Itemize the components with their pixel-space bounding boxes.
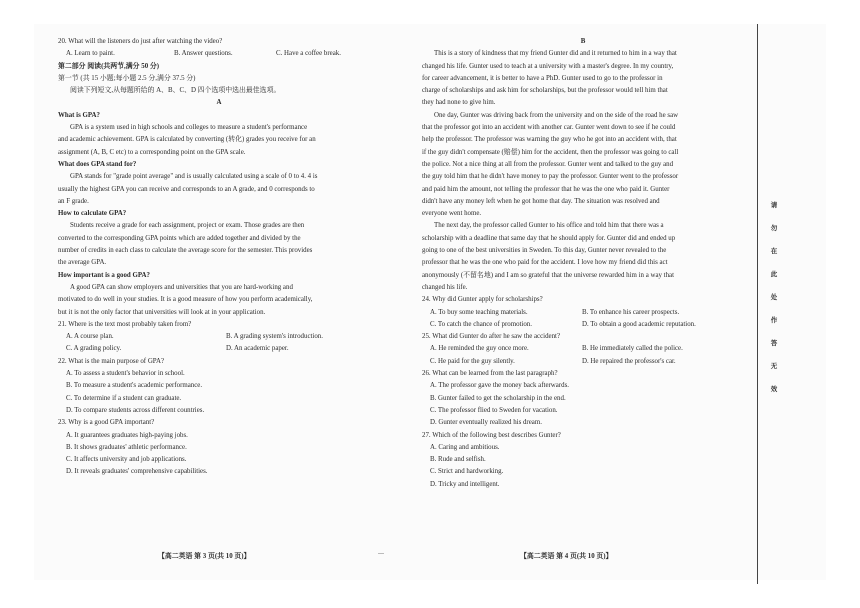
paragraph-line: if the guy didn't compensate (赔偿) him for the accident, then the professor was going to call — [422, 148, 679, 156]
paragraph-line: going to one of the best universities in Sweden. To this day, Gunter never revealed to the — [422, 247, 667, 255]
q21-option-c: C. A grading policy. — [66, 345, 122, 353]
q25-options-row1 — [422, 343, 744, 355]
q24-option-d: D. To obtain a good academic reputation. — [582, 320, 696, 328]
q25-stem: 25. What did Gunter do after he saw the accident? — [422, 333, 561, 341]
notice-char: 处 — [770, 294, 778, 301]
paragraph-line: scholarship with a deadline that same day that he should apply for. Gunter did and ended up — [422, 234, 676, 242]
notice-char: 无 — [770, 363, 778, 370]
paragraph-line: One day, Gunter was driving back from the university and on the side of the road he saw — [434, 111, 679, 119]
q24-options-row1 — [422, 307, 744, 319]
paragraph-line: charge of scholarships and ask him for scholarships, but the professor would tell him that — [422, 87, 668, 95]
paragraph-line: everyone went home. — [422, 210, 482, 218]
q27-option-b: B. Rude and selfish. — [430, 456, 486, 464]
q26-option-d: D. Gunter eventually realized his dream. — [430, 419, 542, 427]
paragraph-line: assignment (A, B, C etc) to a corresponding point on the GPA scale. — [58, 148, 246, 156]
q21-option-a: A. A course plan. — [66, 333, 114, 341]
q20-option-b: B. Answer questions. — [174, 50, 233, 58]
q21-options-row2 — [58, 343, 380, 355]
right-column — [422, 36, 744, 491]
q22-stem: 22. What is the main purpose of GPA? — [58, 357, 165, 365]
q24-option-a: A. To buy some teaching materials. — [430, 308, 528, 316]
q26-option-b: B. Gunter failed to get the scholarship in the end. — [430, 394, 566, 402]
q21-option-d: D. An academic paper. — [226, 345, 289, 353]
heading-what-is-gpa: What is GPA? — [58, 111, 100, 119]
q24-options-row2 — [422, 319, 744, 331]
paragraph-line: help the professor. The professor was warning the guy who he got into an accident with, that — [422, 136, 677, 144]
q23-option-c: C. It affects university and job applications. — [66, 456, 187, 464]
paragraph-line: A good GPA can show employers and universities that you are hard-working and — [70, 283, 293, 291]
left-page-footer: 【高二英语 第 3 页(共 10 页)】 — [158, 553, 251, 560]
right-page-footer: 【高二英语 第 4 页(共 10 页)】 — [520, 553, 613, 560]
notice-char: 作 — [770, 317, 778, 324]
paragraph-line: converted to the corresponding GPA points which are added together and divided by the — [58, 234, 301, 242]
q22-option-b: B. To measure a student's academic performance. — [66, 382, 203, 390]
q27-stem: 27. Which of the following best describes Gunter? — [422, 431, 561, 439]
q23-option-d: D. It reveals graduates' comprehensive capabilities. — [66, 468, 208, 476]
q22-option-d: D. To compare students across different countries. — [66, 406, 205, 414]
paragraph-line: that the professor got into an accident with another car. Gunter went down to see if he could — [422, 124, 676, 132]
no-answer-notice — [769, 200, 779, 407]
page-mark — [378, 553, 384, 554]
q25-option-d: D. He repaired the professor's car. — [582, 357, 676, 365]
q25-option-b: B. He immediately called the police. — [582, 345, 683, 353]
part-two-heading: 第二部分 阅读(共两节,满分 50 分) — [58, 62, 160, 70]
paragraph-line: they had none to give him. — [422, 99, 496, 107]
paragraph-line: GPA is a system used in high schools and colleges to measure a student's performance — [70, 124, 308, 132]
paragraph-line: and academic achievement. GPA is calculated by converting (转化) grades you receive for an — [58, 136, 316, 144]
q20-stem: 20. What will the listeners do just after watching the video? — [58, 38, 223, 45]
notice-char: 效 — [770, 386, 778, 393]
notice-char: 请 — [770, 202, 778, 209]
q27-option-c: C. Strict and hardworking. — [430, 468, 504, 476]
q21-option-b: B. A grading system's introduction. — [226, 333, 323, 341]
q21-stem: 21. Where is the text most probably taken from? — [58, 320, 192, 328]
q25-options-row2 — [422, 356, 744, 368]
paragraph-line: Students receive a grade for each assignment, project or exam. Those grades are then — [70, 222, 305, 230]
q27-option-a: A. Caring and ambitious. — [430, 443, 500, 451]
passage-a-label: A — [216, 99, 222, 107]
q25-option-c: C. He paid for the guy silently. — [430, 357, 515, 365]
paragraph-line: motivated to do well in your studies. It is a good measure of how you perform academically, — [58, 296, 313, 304]
paragraph-line: for career advancement, it is better to have a PhD. Gunter used to go to the professor in — [422, 74, 663, 82]
paragraph-line: changed his life. — [422, 283, 468, 291]
paragraph-line: The next day, the professor called Gunter to his office and told him that there was a — [434, 222, 664, 230]
q24-option-b: B. To enhance his career prospects. — [582, 308, 680, 316]
notice-char: 勿 — [770, 225, 778, 232]
q23-option-a: A. It guarantees graduates high-paying jobs. — [66, 431, 188, 439]
q21-options-row1 — [58, 331, 380, 343]
paragraph-line: number of credits in each class to calculate the average score for the semester. This provides — [58, 247, 313, 255]
notice-char: 此 — [770, 271, 778, 278]
section-one-heading: 第一节 (共 15 小题;每小题 2.5 分,满分 37.5 分) — [58, 74, 196, 82]
binding-line — [757, 24, 758, 584]
paragraph-line: anonymously (不留名地) and I am so grateful that the universe rewarded him in a way that — [422, 271, 675, 279]
paragraph-line: didn't have any money left when he got home that day. The situation was resolved and — [422, 197, 660, 205]
q26-option-c: C. The professor flied to Sweden for vacation. — [430, 406, 558, 414]
paragraph-line: an F grade. — [58, 197, 89, 205]
paragraph-line: changed his life. Gunter used to teach at a university with a master's degree. In my country, — [422, 62, 674, 70]
passage-b-label: B — [580, 38, 586, 45]
paragraph-line: and paid him the amount, not telling the professor that he was the one who paid it. Gunter — [422, 185, 670, 193]
paragraph-line: professor that he was the one who paid for the accident. I love how my friend did this act — [422, 259, 668, 267]
q26-stem: 26. What can be learned from the last paragraph? — [422, 370, 558, 378]
q20-option-c: C. Have a coffee break. — [276, 50, 341, 58]
q23-stem: 23. Why is a good GPA important? — [58, 419, 155, 427]
reading-instruction: 阅读下列短文,从每题所给的 A、B、C、D 四个选项中选出最佳选项。 — [70, 87, 281, 95]
q23-option-b: B. It shows graduates' athletic performance. — [66, 443, 187, 451]
q24-stem: 24. Why did Gunter apply for scholarships? — [422, 296, 543, 304]
paragraph-line: but it is not the only factor that universities will look at in your application. — [58, 308, 266, 316]
paragraph-line: This is a story of kindness that my friend Gunter did and it returned to him in a way that — [434, 50, 677, 58]
paragraph-line: the average GPA. — [58, 259, 107, 267]
left-column — [58, 36, 380, 479]
paragraph-line: GPA stands for "grade point average" and is usually calculated using a scale of 0 to 4. 4 is — [70, 173, 318, 181]
heading-gpa-importance: How important is a good GPA? — [58, 271, 150, 279]
notice-char: 答 — [770, 340, 778, 347]
q22-option-a: A. To assess a student's behavior in school. — [66, 370, 185, 378]
q24-option-c: C. To catch the chance of promotion. — [430, 320, 532, 328]
paragraph-line: the guy told him that he didn't have money to pay the professor. Gunter went to the professor — [422, 173, 679, 181]
heading-gpa-stand-for: What does GPA stand for? — [58, 160, 137, 168]
q25-option-a: A. He reminded the guy once more. — [430, 345, 529, 353]
q22-option-c: C. To determine if a student can graduate. — [66, 394, 182, 402]
paragraph-line: the police. Not a nice thing at all from the professor. Gunter went and talked to the guy and — [422, 160, 674, 168]
paragraph-line: usually the highest GPA you can receive and corresponds to an A grade, and 0 corresponds to — [58, 185, 315, 193]
q20-options — [58, 48, 380, 60]
q26-option-a: A. The professor gave the money back afterwards. — [430, 382, 569, 390]
notice-char: 在 — [770, 248, 778, 255]
q20-option-a: A. Learn to paint. — [66, 50, 115, 58]
heading-calculate-gpa: How to calculate GPA? — [58, 210, 127, 218]
q27-option-d: D. Tricky and intelligent. — [430, 480, 500, 488]
